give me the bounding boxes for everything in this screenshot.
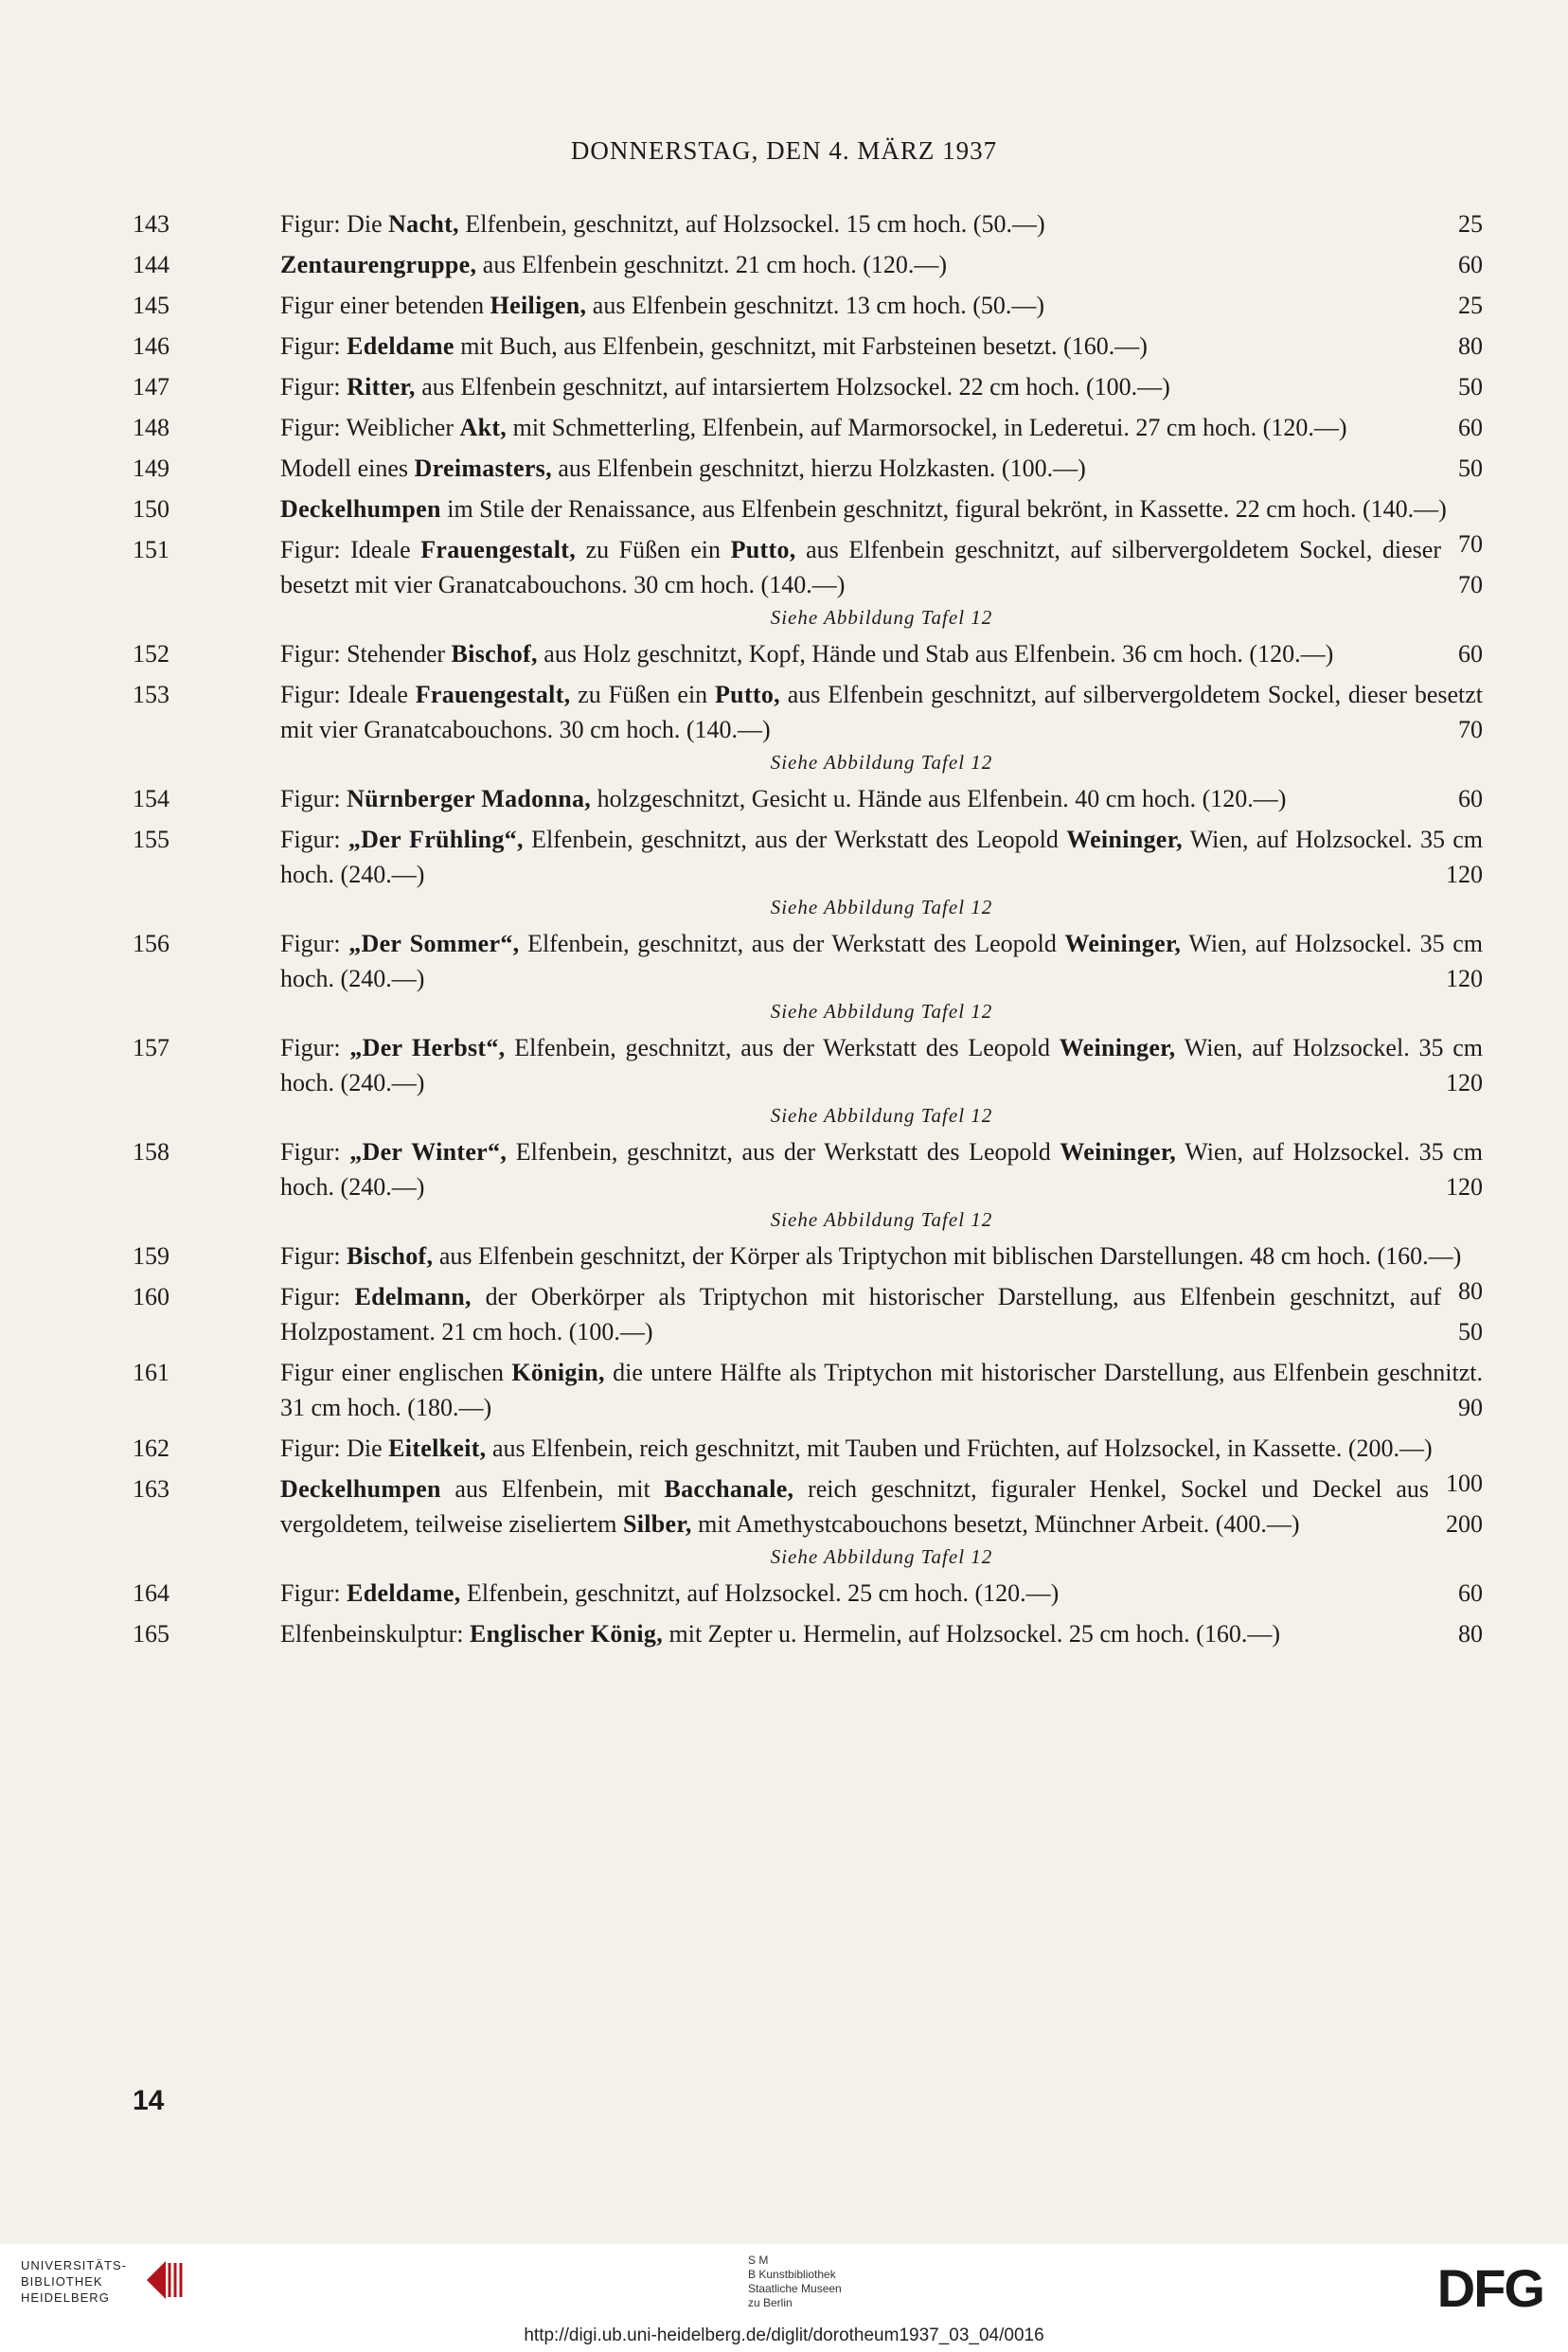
lot-description xyxy=(280,1279,1483,1349)
lot-text: Figur: Ideale xyxy=(280,536,421,563)
lot-text: Wien, auf Holzsockel. 35 cm hoch. (240.—) xyxy=(280,1034,1484,1096)
catalog-entry xyxy=(133,926,1483,1025)
catalog-entry xyxy=(133,1134,1483,1233)
lot-text: Elfenbein, geschnitzt, auf Holzsockel. 15 cm hoch. (50.—) xyxy=(458,210,1045,238)
lot-keyword: Putto, xyxy=(730,536,796,563)
catalog-entry xyxy=(133,288,1483,323)
lot-keyword: Königin, xyxy=(511,1359,605,1386)
page-number: 14 xyxy=(133,2085,165,2116)
lot-price: 60 xyxy=(1458,1579,1483,1607)
lot-number: 148 xyxy=(133,414,169,441)
lot-text: aus Elfenbein, reich geschnitzt, mit Tauben und Früchten, auf Holzsockel, in Kassette. (200.—) xyxy=(486,1434,1433,1462)
lot-description xyxy=(280,822,1483,892)
lot-text: Wien, auf Holzsockel. 35 cm hoch. (240.—) xyxy=(280,826,1484,888)
lot-text: Figur: xyxy=(280,1034,350,1061)
lot-number: 145 xyxy=(133,292,169,319)
lot-text: Figur: xyxy=(280,930,349,957)
lot-keyword: Edeldame xyxy=(347,332,454,360)
plate-reference: Siehe Abbildung Tafel 12 xyxy=(770,896,993,918)
lot-keyword: Nürnberger Madonna, xyxy=(347,785,592,812)
museum-credit xyxy=(748,2254,842,2310)
lot-description xyxy=(280,1030,1483,1100)
plate-reference: Siehe Abbildung Tafel 12 xyxy=(770,1208,993,1231)
library-line: BIBLIOTHEK xyxy=(21,2274,103,2289)
lot-description xyxy=(280,926,1483,996)
lot-number: 143 xyxy=(133,210,169,238)
lot-text: Figur: xyxy=(280,1283,355,1310)
lot-price: 200 xyxy=(1446,1510,1483,1538)
library-line: HEIDELBERG xyxy=(21,2290,110,2305)
lot-text: reich geschnitzt, figuraler Henkel, Sockel und Deckel aus vergoldetem, teilweise ziseliertem xyxy=(280,1475,1430,1538)
lot-keyword: Bischof, xyxy=(347,1242,434,1270)
lot-number: 149 xyxy=(133,454,169,482)
lot-keyword: Ritter, xyxy=(347,373,416,401)
lot-number: 164 xyxy=(133,1579,169,1607)
lot-keyword: Eitelkeit, xyxy=(388,1434,487,1462)
lot-price: 100 xyxy=(1446,1470,1483,1497)
lot-text: mit Zepter u. Hermelin, auf Holzsockel. 25 cm hoch. (160.—) xyxy=(663,1620,1280,1648)
lot-number: 158 xyxy=(133,1138,169,1166)
lot-keyword: Englischer König, xyxy=(470,1620,664,1648)
lot-description xyxy=(280,1616,1483,1651)
lot-text: Wien, auf Holzsockel. 35 cm hoch. (240.—) xyxy=(280,1138,1484,1201)
lot-text: aus Elfenbein, mit xyxy=(440,1475,665,1503)
lot-text: Figur: xyxy=(280,373,347,401)
lot-keyword: Edeldame, xyxy=(347,1579,461,1607)
lot-price: 80 xyxy=(1458,1620,1483,1648)
lot-text: Figur: xyxy=(280,1138,350,1166)
lot-keyword: Edelmann, xyxy=(354,1283,472,1310)
lot-number: 151 xyxy=(133,536,169,563)
lot-keyword: Dreimasters, xyxy=(414,454,552,482)
plate-reference: Siehe Abbildung Tafel 12 xyxy=(770,1000,993,1023)
lot-keyword: Deckelhumpen xyxy=(280,1475,441,1503)
lot-price: 120 xyxy=(1446,965,1483,992)
lot-text: aus Holz geschnitzt, Kopf, Hände und Stab aus Elfenbein. 36 cm hoch. (120.—) xyxy=(537,640,1334,668)
lot-price: 90 xyxy=(1458,1394,1483,1421)
lot-price: 80 xyxy=(1458,332,1483,360)
lot-text: aus Elfenbein geschnitzt, der Körper als Triptychon mit biblischen Darstellungen. 48 cm hoch. (160.—) xyxy=(433,1242,1462,1270)
lot-price: 120 xyxy=(1446,861,1483,888)
lot-description xyxy=(280,369,1483,404)
lot-description xyxy=(280,636,1483,671)
lot-price: 50 xyxy=(1458,1318,1483,1345)
lot-description xyxy=(280,532,1483,602)
lot-number: 152 xyxy=(133,640,169,668)
lot-price: 50 xyxy=(1458,373,1483,401)
plate-reference: Siehe Abbildung Tafel 12 xyxy=(770,606,993,629)
lot-text: Figur: Die xyxy=(280,210,389,238)
lot-keyword: Weininger, xyxy=(1059,1034,1176,1061)
lot-price: 25 xyxy=(1458,210,1483,238)
plate-reference: Siehe Abbildung Tafel 12 xyxy=(770,751,993,774)
catalog-entry xyxy=(133,329,1483,364)
lot-description xyxy=(280,288,1483,323)
plate-reference: Siehe Abbildung Tafel 12 xyxy=(770,1104,993,1127)
catalog-entry xyxy=(133,1030,1483,1129)
catalog-entry xyxy=(133,1279,1483,1349)
lot-text: Elfenbein, geschnitzt, aus der Werkstatt des Leopold xyxy=(519,930,1065,957)
lot-price: 70 xyxy=(1458,716,1483,743)
lot-number: 160 xyxy=(133,1283,169,1310)
lot-description xyxy=(280,247,1483,282)
lot-text: Elfenbein, geschnitzt, aus der Werkstatt des Leopold xyxy=(505,1034,1060,1061)
plate-reference: Siehe Abbildung Tafel 12 xyxy=(770,1545,993,1568)
lot-price: 25 xyxy=(1458,292,1483,319)
lot-description xyxy=(280,781,1483,816)
lot-price: 60 xyxy=(1458,785,1483,812)
lot-number: 165 xyxy=(133,1620,169,1648)
lot-description xyxy=(280,410,1483,445)
lot-text: im Stile der Renaissance, aus Elfenbein geschnitzt, figural bekrönt, in Kassette. 22 cm hoch. (140.—) xyxy=(440,495,1447,523)
catalog-entry xyxy=(133,247,1483,282)
library-line: UNIVERSITÄTS- xyxy=(21,2258,127,2272)
lot-number: 163 xyxy=(133,1475,169,1503)
lot-keyword: Weininger, xyxy=(1064,930,1182,957)
lot-price: 60 xyxy=(1458,414,1483,441)
lot-text: Elfenbein, geschnitzt, aus der Werkstatt des Leopold xyxy=(523,826,1067,853)
catalog-entry xyxy=(133,1471,1483,1570)
lot-keyword: Akt, xyxy=(459,414,508,441)
lot-text: Elfenbein, geschnitzt, auf Holzsockel. 25 cm hoch. (120.—) xyxy=(460,1579,1060,1607)
lot-price: 70 xyxy=(1458,530,1483,558)
lot-text: Elfenbein, geschnitzt, aus der Werkstatt des Leopold xyxy=(507,1138,1060,1166)
lot-number: 150 xyxy=(133,495,169,523)
lot-description xyxy=(280,206,1483,241)
lot-price: 80 xyxy=(1458,1277,1483,1305)
lot-keyword: Putto, xyxy=(715,681,780,708)
lot-number: 159 xyxy=(133,1242,169,1270)
lot-description xyxy=(280,1134,1483,1204)
dfg-logo[interactable]: DFG xyxy=(1436,2258,1543,2318)
lot-keyword: Silber, xyxy=(622,1510,692,1538)
lot-text: holzgeschnitzt, Gesicht u. Hände aus Elfenbein. 40 cm hoch. (120.—) xyxy=(591,785,1287,812)
lot-number: 144 xyxy=(133,251,169,278)
lot-description xyxy=(280,1355,1483,1425)
lot-text: Figur: xyxy=(280,785,347,812)
lot-number: 155 xyxy=(133,826,169,853)
lot-keyword: Deckelhumpen xyxy=(280,495,441,523)
lot-keyword: Bacchanale, xyxy=(664,1475,794,1503)
lot-text: aus Elfenbein geschnitzt. 13 cm hoch. (50.—) xyxy=(586,292,1045,319)
catalog-entry xyxy=(133,369,1483,404)
lot-text: Figur: xyxy=(280,332,347,360)
catalog-entry xyxy=(133,822,1483,920)
lot-description xyxy=(280,1471,1483,1541)
catalog-entry xyxy=(133,1355,1483,1425)
lot-text: Figur: xyxy=(280,1579,347,1607)
catalog-entry xyxy=(133,1616,1483,1651)
lot-keyword: Weininger, xyxy=(1066,826,1183,853)
lot-text: Figur einer englischen xyxy=(280,1359,512,1386)
lot-text: Figur einer betenden xyxy=(280,292,490,319)
lot-keyword: Bischof, xyxy=(451,640,538,668)
lot-text: aus Elfenbein geschnitzt, auf silbervergoldetem Sockel, dieser besetzt mit vier Granatcabouchons. 30 cm hoch. (140.—) xyxy=(280,681,1484,743)
lot-text: Figur: Ideale xyxy=(280,681,416,708)
lot-text: Figur: Stehender xyxy=(280,640,452,668)
lot-keyword: Heiligen, xyxy=(490,292,587,319)
lot-number: 146 xyxy=(133,332,169,360)
museum-line: zu Berlin xyxy=(748,2296,793,2309)
lot-text: Modell eines xyxy=(280,454,415,482)
university-library-label[interactable] xyxy=(21,2257,127,2306)
lot-keyword: „Der Herbst“, xyxy=(349,1034,506,1061)
page-header-date: DONNERSTAG, DEN 4. MÄRZ 1937 xyxy=(570,136,998,165)
lot-keyword: Frauengestalt, xyxy=(420,536,576,563)
source-url-link[interactable]: http://digi.ub.uni-heidelberg.de/diglit/dorotheum1937_03_04/0016 xyxy=(524,2325,1044,2345)
catalog-entry xyxy=(133,206,1483,241)
lot-keyword: Nacht, xyxy=(388,210,459,238)
lot-text: aus Elfenbein geschnitzt, auf intarsiertem Holzsockel. 22 cm hoch. (100.—) xyxy=(415,373,1170,401)
lot-text: aus Elfenbein geschnitzt, auf silbervergoldetem Sockel, dieser besetzt mit vier Granatcabouchons. 30 cm hoch. (140.—) xyxy=(280,536,1441,598)
lot-text: aus Elfenbein geschnitzt. 21 cm hoch. (120.—) xyxy=(476,251,948,278)
lot-text: mit Buch, aus Elfenbein, geschnitzt, mit Farbsteinen besetzt. (160.—) xyxy=(454,332,1148,360)
lot-number: 157 xyxy=(133,1034,169,1061)
lot-text: Figur: xyxy=(280,826,348,853)
lot-price: 50 xyxy=(1458,454,1483,482)
lot-keyword: Zentaurengruppe, xyxy=(280,251,477,278)
lot-text: zu Füßen ein xyxy=(576,536,731,563)
lot-price: 70 xyxy=(1458,571,1483,598)
catalog-entry xyxy=(133,1576,1483,1611)
catalog-entry xyxy=(133,410,1483,445)
lot-description xyxy=(280,451,1483,486)
lot-text: zu Füßen ein xyxy=(570,681,715,708)
catalog-entry xyxy=(133,781,1483,816)
museum-line: S M xyxy=(748,2254,769,2267)
lot-price: 60 xyxy=(1458,251,1483,278)
lot-number: 147 xyxy=(133,373,169,401)
lot-text: Figur: Weiblicher xyxy=(280,414,460,441)
lot-text: mit Amethystcabouchons besetzt, Münchner Arbeit. (400.—) xyxy=(691,1510,1300,1538)
catalog-entry xyxy=(133,636,1483,671)
lot-keyword: „Der Frühling“, xyxy=(347,826,524,853)
museum-line: Staatliche Museen xyxy=(748,2282,842,2295)
lot-description xyxy=(280,329,1483,364)
catalog-entry xyxy=(133,532,1483,631)
entry-list xyxy=(133,206,1483,1657)
lot-text: aus Elfenbein geschnitzt, hierzu Holzkasten. (100.—) xyxy=(551,454,1086,482)
lot-text: mit Schmetterling, Elfenbein, auf Marmorsockel, in Lederetui. 27 cm hoch. (120.—) xyxy=(507,414,1347,441)
library-logo-icon xyxy=(137,2252,194,2308)
lot-keyword: Frauengestalt, xyxy=(415,681,571,708)
lot-text: Wien, auf Holzsockel. 35 cm hoch. (240.—) xyxy=(280,930,1483,992)
lot-price: 60 xyxy=(1458,640,1483,668)
lot-number: 161 xyxy=(133,1359,169,1386)
lot-number: 162 xyxy=(133,1434,169,1462)
lot-keyword: „Der Winter“, xyxy=(349,1138,508,1166)
lot-description xyxy=(280,677,1483,747)
lot-text: der Oberkörper als Triptychon mit historischer Darstellung, aus Elfenbein geschnitzt, auf Holzpostament. 21 cm hoch. (100.—) xyxy=(280,1283,1441,1345)
lot-text: die untere Hälfte als Triptychon mit historischer Darstellung, aus Elfenbein geschnitzt. 31 cm hoch. (180.—) xyxy=(280,1359,1483,1421)
catalog-entry xyxy=(133,677,1483,775)
lot-keyword: „Der Sommer“, xyxy=(348,930,520,957)
lot-number: 156 xyxy=(133,930,169,957)
lot-keyword: Weininger, xyxy=(1060,1138,1177,1166)
viewer-footer xyxy=(0,2244,1568,2352)
lot-text: Figur: xyxy=(280,1242,347,1270)
lot-number: 153 xyxy=(133,681,169,708)
lot-price: 120 xyxy=(1446,1069,1483,1096)
catalog-entry xyxy=(133,451,1483,486)
lot-text: Elfenbeinskulptur: xyxy=(280,1620,471,1648)
museum-line: B Kunstbibliothek xyxy=(748,2268,836,2281)
lot-price: 120 xyxy=(1446,1173,1483,1201)
lot-number: 154 xyxy=(133,785,169,812)
lot-text: Figur: Die xyxy=(280,1434,389,1462)
lot-description xyxy=(280,1576,1483,1611)
